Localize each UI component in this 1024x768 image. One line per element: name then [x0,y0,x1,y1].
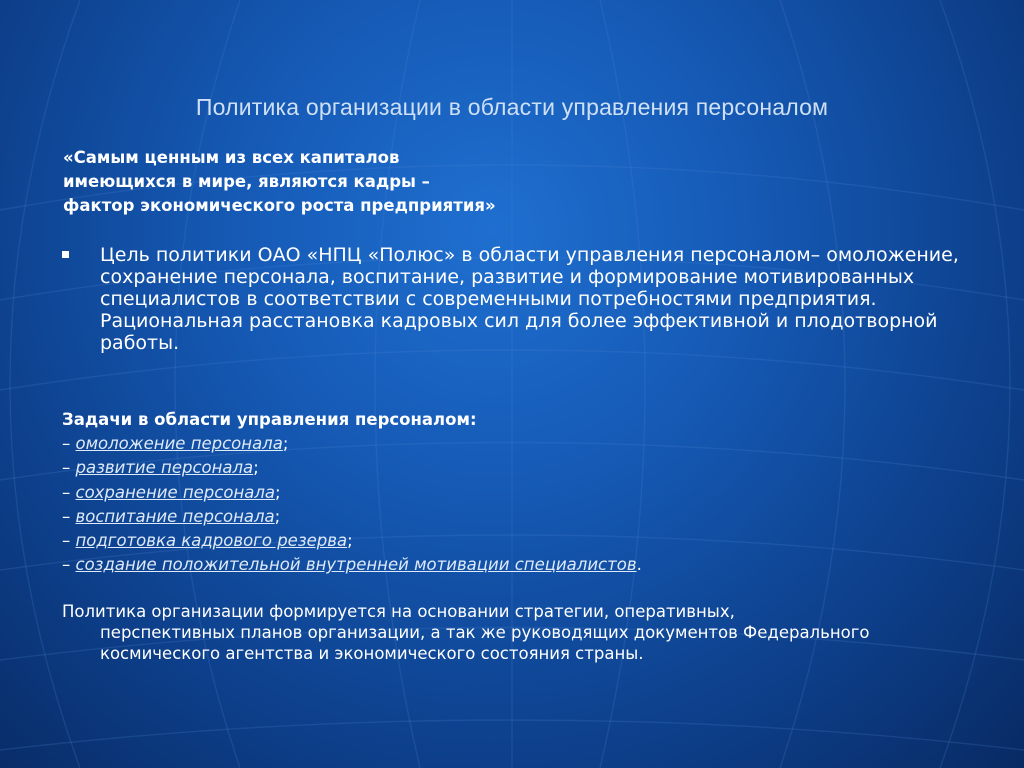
tasks-block [62,408,642,577]
task-link[interactable]: развитие персонала [75,458,254,478]
goal-text: Цель политики ОАО «НПЦ «Полюс» в области управления персоналом– омоложение, сохранение персонала, воспитание, развитие и формирование мотивированных специалистов в соответствии с современными потребностями предприятия. Рациональная расстановка кадровых сил для более эффективной и плодотворной работы. [100,244,959,354]
task-link[interactable]: сохранение персонала [75,482,275,502]
task-punct: ; [347,531,353,551]
task-punct: ; [282,434,289,454]
slide-title: Политика организации в области управления персоналом [195,94,829,120]
task-dash: – [62,555,76,575]
task-item [62,456,642,480]
task-link[interactable]: создание положительной внутренней мотивации специалистов [75,555,637,575]
task-punct: ; [274,506,281,526]
task-link[interactable]: омоложение персонала [75,434,283,454]
task-item [62,481,642,505]
basis-first-line: Политика организации формируется на основании стратегии, оперативных, [62,602,735,621]
quote-line: «Самым ценным из всех капиталов [63,148,400,167]
square-bullet-icon [62,251,69,258]
task-punct: ; [253,458,259,478]
task-punct: . [636,555,642,575]
task-dash: – [62,458,76,478]
task-dash: – [62,434,76,454]
quote-block [63,146,496,218]
task-item [62,505,642,529]
goal-paragraph [60,244,970,354]
task-link[interactable]: воспитание персонала [75,506,275,526]
task-dash: – [62,506,76,526]
task-dash: – [62,531,76,551]
task-item [62,553,642,577]
task-link[interactable]: подготовка кадрового резерва [75,531,348,551]
task-punct: ; [275,482,281,502]
task-dash: – [62,482,76,502]
basis-paragraph [62,601,962,664]
quote-line: фактор экономического роста предприятия» [63,196,496,215]
quote-line: имеющихся в мире, являются кадры – [63,172,430,191]
tasks-heading: Задачи в области управления персоналом: [62,410,477,429]
task-item [62,432,642,456]
task-item [62,529,642,553]
basis-rest-text: перспективных планов организации, а так же руководящих документов Федерального космического агентства и экономического состояния страны. [100,623,870,663]
